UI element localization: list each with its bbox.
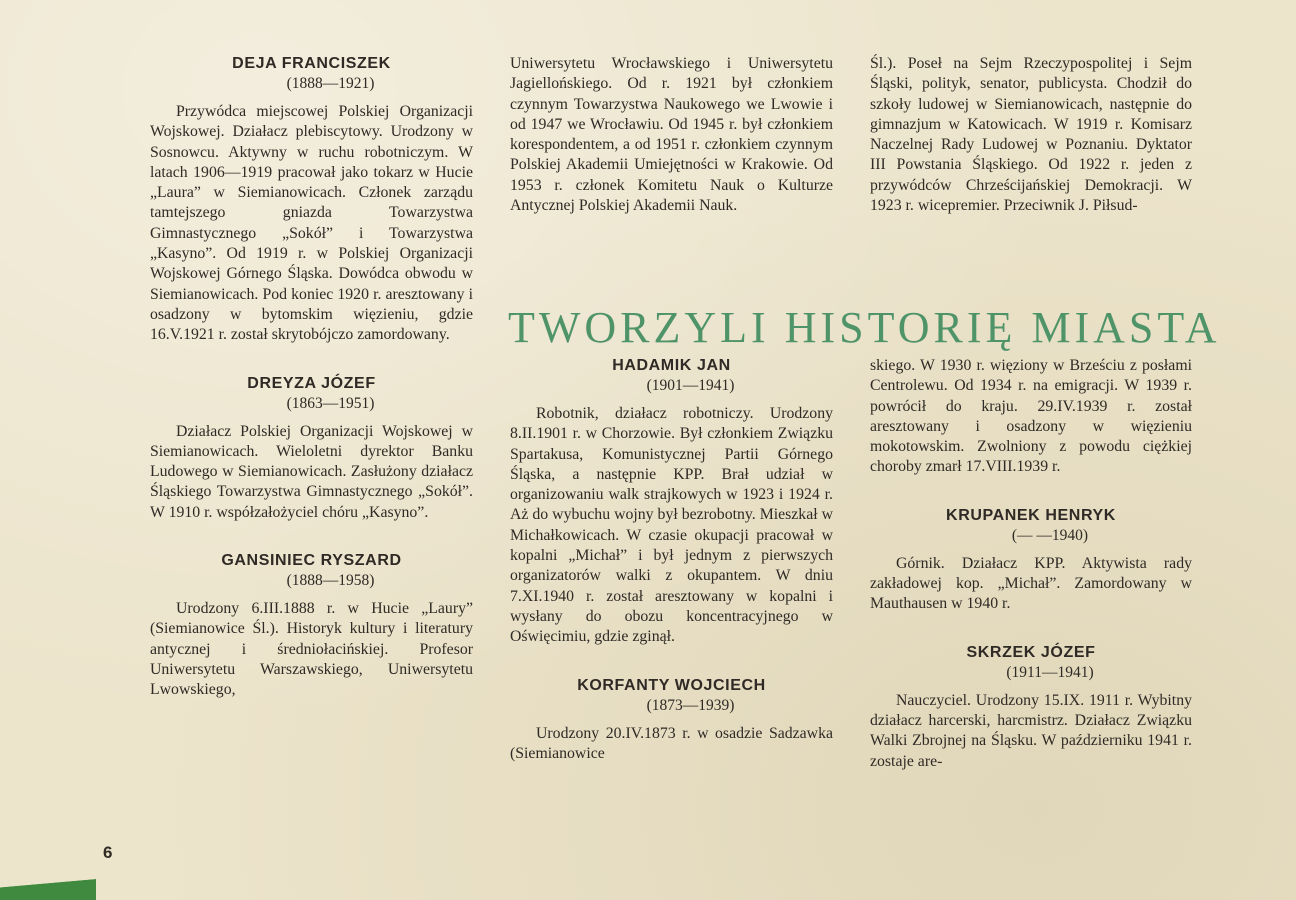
entry-continuation: skiego. W 1930 r. więziony w Brześciu z posłami Centrolewu. Od 1934 r. na emigracji. W 1939 r. powrócił do kraju. 29.IV.1939 r. został aresztowany i osadzony w więzieniu mokotowskim. Zwolniony z powodu ciężkiej choroby zmarł 17.VIII.1939 r. [870,357,1192,476]
entry-name: DREYZA JÓZEF [247,374,376,392]
entry-hadamik [510,356,833,648]
entry-name: DEJA FRANCISZEK [232,55,391,72]
entry-years: (1888—1921) [286,75,375,92]
entry-years: (1873—1939) [646,696,735,714]
entry-years: (1911—1941) [1006,663,1094,681]
column-middle-bottom [510,356,833,792]
entry-body: Przywódca miejscowej Polskiej Organizacji Wojskowej. Działacz plebiscytowy. Urodzony w Sosnowcu. Aktywny w ruchu robotniczym. W latach 1906—1919 pracował jako tokarz w Hucie „Laura” w Siemianowicach. Członek zarządu tamtejszego gniazda Towarzystwa Gimnastycznego „Sokół” i Towarzystwa „Kasyno”. Od 1919 r. w Polskiej Organizacji Wojskowej Górnego Śląska. Dowódca obwodu w Siemianowicach. Pod koniec 1920 r. aresztowany i osadzony w bytomskim więzieniu, gdzie 16.V.1921 r. został skrytobójczo zamordowany. [150,103,473,344]
entry-name: HADAMIK JAN [612,357,731,374]
entry-name: GANSINIEC RYSZARD [221,552,402,570]
entry-dreyza [150,374,473,523]
entry-continuation: Śl.). Poseł na Sejm Rzeczypospolitej i Sejm Śląski, polityk, senator, publicysta. Chodził do szkoły ludowej w Siemianowicach, następnie do gimnazjum w Katowicach. W 1919 r. Komisarz Naczelnej Rady Ludowej w Poznaniu. Dyktator III Powstania Śląskiego. Od 1922 r. jeden z przywódców Chrześcijańskiej Demokracji. W 1923 r. wicepremier. Przeciwnik J. Piłsud- [870,55,1192,215]
cover-edge-corner [0,870,96,900]
section-banner: TWORZYLI HISTORIĘ MIASTA [508,303,1221,352]
column-middle-top [510,54,833,216]
entry-deja [150,54,473,346]
entry-continuation: Uniwersytetu Wrocławskiego i Uniwersytetu Jagiellońskiego. Od r. 1921 był członkiem czynnym Towarzystwa Naukowego we Lwowie i od 1947 we Wrocławiu. Od 1945 r. był członkiem korespondentem, a od 1951 r. członkiem czynnym Polskiej Akademii Umiejętności w Krakowie. Od 1953 r. członek Komitetu Nauk o Kulturze Antycznej Polskiej Akademii Nauk. [510,55,833,215]
entry-years: (1901—1941) [646,377,735,394]
column-right-bottom [870,356,1192,800]
entry-name: KORFANTY WOJCIECH [577,676,766,694]
entry-korfanty [510,676,833,765]
entry-gansiniec [150,551,473,700]
entry-body: Nauczyciel. Urodzony 15.IX. 1911 r. Wybitny działacz harcerski, harcmistrz. Działacz Związku Walki Zbrojnej na Śląsku. W październiku 1941 r. zostaje are- [870,691,1192,770]
entry-body: Robotnik, działacz robotniczy. Urodzony 8.II.1901 r. w Chorzowie. Był członkiem Związku Spartakusa, Komunistycznej Partii Górnego Śląska, a następnie KPP. Brał udział w organizowaniu walk strajkowych w 1923 i 1924 r. Aż do wybuchu wojny był bezrobotny. Mieszkał w Michałkowicach. W czasie okupacji pracował w kopalni „Michał” i był jednym z pierwszych organizatorów walki z okupantem. W dniu 7.XI.1940 r. został aresztowany w kopalni i wysłany do obozu koncentracyjnego w Oświęcimiu, gdzie zginął. [510,405,833,646]
entry-skrzek [870,643,1192,772]
entry-body: Urodzony 6.III.1888 r. w Hucie „Laury” (Siemianowice Śl.). Historyk kultury i literatury antycznej i średniołacińskiej. Profesor Uniwersytetu Warszawskiego, Uniwersytetu Lwowskiego, [150,600,473,699]
entry-name: KRUPANEK HENRYK [946,506,1116,524]
entry-body: Urodzony 20.IV.1873 r. w osadzie Sadzawka (Siemianowice [510,724,833,762]
column-left [150,54,473,729]
entry-years: (— —1940) [1011,526,1089,544]
page-number: 6 [103,843,113,862]
entry-years: (1863—1951) [286,394,375,412]
entry-krupanek [870,506,1192,615]
entry-name: SKRZEK JÓZEF [966,643,1096,661]
column-right-top [870,54,1192,216]
entry-body: Działacz Polskiej Organizacji Wojskowej w Siemianowicach. Wieloletni dyrektor Banku Ludowego w Siemianowicach. Zasłużony działacz Śląskiego Towarzystwa Gimnastycznego „Sokół”. W 1910 r. współzałożyciel chóru „Kasyno”. [150,422,473,521]
entry-body: Górnik. Działacz KPP. Aktywista rady zakładowej kop. „Michał”. Zamordowany w Mauthausen w 1940 r. [870,554,1192,613]
entry-years: (1888—1958) [286,572,375,590]
entry-korfanty-continued [870,356,1192,478]
